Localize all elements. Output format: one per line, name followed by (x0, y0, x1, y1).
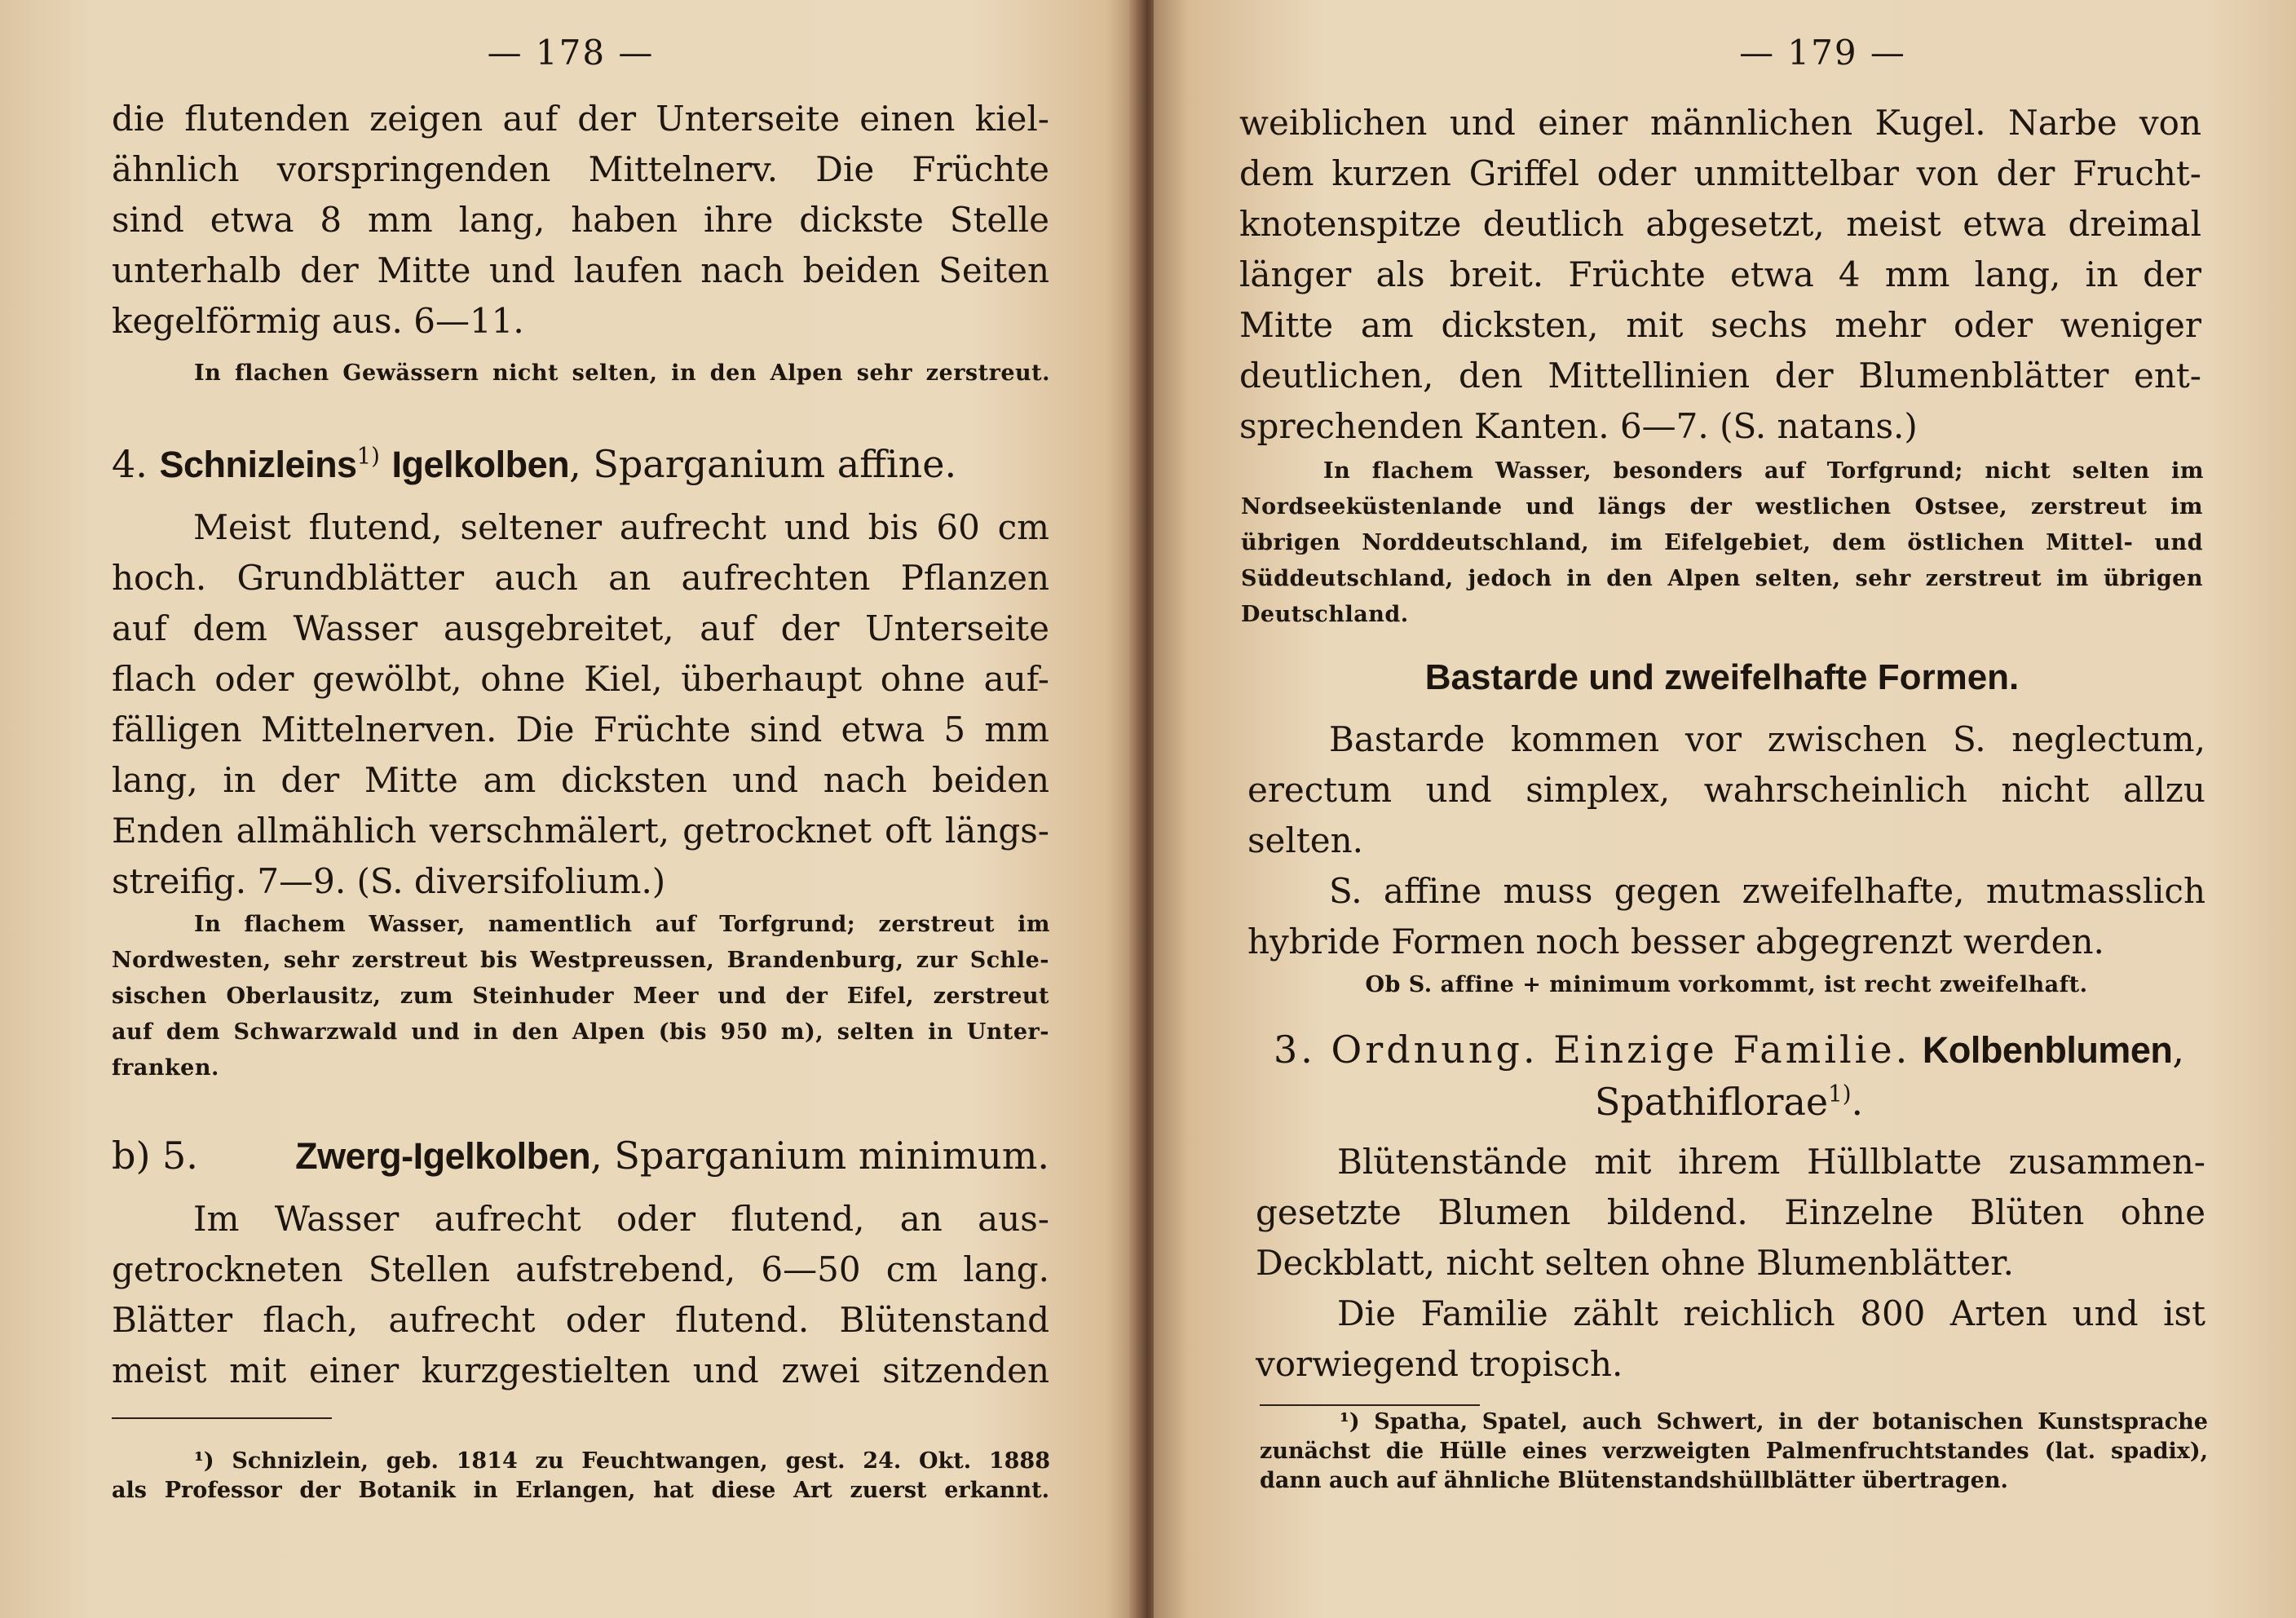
species-name-2: Igelkolben (391, 444, 570, 485)
footnote-line: ¹) Schnizlein, geb. 1814 zu Feuchtwangen, gest. 24. Okt. 1888 (194, 1448, 1050, 1474)
footnote-line: ¹) Spatha, Spatel, auch Schwert, in der botanischen Kunstsprache (1340, 1409, 2208, 1435)
text-line: Bastarde kommen vor zwischen S. neglectum, (1329, 719, 2205, 759)
footnote-ref: 1) (356, 442, 380, 470)
latin-name: , Sparganium minimum. (590, 1134, 1049, 1178)
text-line: lang, in der Mitte am dicksten und nach beiden (112, 760, 1049, 800)
page-number-right: — 179 — (1739, 33, 1906, 73)
order-heading (1250, 1024, 2208, 1076)
text-line: auf dem Wasser ausgebreitet, auf der Unterseite (112, 608, 1049, 648)
comma: , (2172, 1028, 2184, 1072)
text-line: erectum und simplex, wahrscheinlich nicht allzu (1247, 770, 2205, 810)
right-page (1154, 0, 2296, 1618)
species-heading-5 (112, 1130, 1049, 1182)
family-name: Kolbenblumen (1922, 1029, 2173, 1071)
text-line: fälligen Mittelnerven. Die Früchte sind etwa 5 mm (112, 710, 1049, 749)
section-heading-bastarde: Bastarde und zweifelhafte Formen. (1424, 657, 2020, 697)
text-line: sprechenden Kanten. 6—7. (S. natans.) (1239, 406, 1918, 446)
text-line: Enden allmählich verschmälert, getrocknet oft längs- (112, 811, 1049, 851)
habitat-line: Nordwesten, sehr zerstreut bis Westpreussen, Brandenburg, zur Schle- (112, 948, 1049, 973)
habitat-line: Deutschland. (1241, 602, 1409, 627)
text-line: länger als breit. Früchte etwa 4 mm lang, in der (1239, 254, 2201, 294)
text-line: kegelförmig aus. 6—11. (112, 301, 524, 341)
latin-name: , Sparganium affine. (569, 442, 957, 486)
footnote-line: dann auch auf ähnliche Blütenstandshüllblätter übertragen. (1260, 1468, 2008, 1493)
species-number: b) 5. (112, 1134, 198, 1178)
text-line: sind etwa 8 mm lang, haben ihre dickste Stelle (112, 200, 1049, 240)
footnote-ref: 1) (1828, 1080, 1852, 1107)
text-line: deutlichen, den Mittellinien der Blumenblätter ent- (1239, 356, 2201, 396)
habitat-line: In flachem Wasser, besonders auf Torfgrund; nicht selten im (1323, 458, 2204, 484)
habitat-line: Nordseeküstenlande und längs der westlichen Ostsee, zerstreut im (1241, 494, 2203, 519)
habitat-line: auf dem Schwarzwald und in den Alpen (bis 950 m), selten in Unter- (112, 1019, 1049, 1045)
text-line: Die Familie zählt reichlich 800 Arten und ist (1337, 1293, 2205, 1333)
text-line: Blütenstände mit ihrem Hüllblatte zusammen- (1337, 1142, 2205, 1182)
text-line: getrockneten Stellen aufstrebend, 6—50 cm lang. (112, 1249, 1049, 1289)
period: . (1851, 1080, 1864, 1124)
text-line: ähnlich vorspringenden Mittelnerv. Die Früchte (112, 149, 1049, 189)
footnote-rule (112, 1417, 332, 1419)
species-name: Schnizleins (159, 444, 357, 485)
footnote-line: als Professor der Botanik in Erlangen, hat diese Art zuerst erkannt. (112, 1478, 1049, 1503)
habitat-line: übrigen Norddeutschland, im Eifelgebiet, dem östlichen Mittel- und (1241, 530, 2203, 555)
text-line: selten. (1247, 820, 1363, 860)
text-line: S. affine muss gegen zweifelhafte, mutmasslich (1329, 871, 2205, 911)
text-line: Im Wasser aufrecht oder flutend, an aus- (193, 1199, 1049, 1239)
text-line: flach oder gewölbt, ohne Kiel, überhaupt ohne auf- (112, 659, 1049, 699)
footnote-rule (1260, 1404, 1480, 1406)
page-number-left: — 178 — (487, 33, 655, 73)
text-line: dem kurzen Griffel oder unmittelbar von der Frucht- (1239, 153, 2201, 193)
species-heading-4 (112, 439, 956, 490)
text-line: gesetzte Blumen bildend. Einzelne Blüten ohne (1256, 1192, 2205, 1232)
habitat-note: In flachen Gewässern nicht selten, in den Alpen sehr zerstreut. (194, 360, 1050, 386)
order-prefix: 3. Ordnung. Einzige Familie. (1274, 1028, 1911, 1072)
habitat-line: In flachem Wasser, namentlich auf Torfgrund; zerstreut im (194, 912, 1050, 937)
left-page (0, 0, 1141, 1618)
text-line: Blätter flach, aufrecht oder flutend. Blütenstand (112, 1300, 1049, 1340)
text-line: Mitte am dicksten, mit sechs mehr oder weniger (1239, 305, 2201, 345)
text-line: die flutenden zeigen auf der Unterseite einen kiel- (112, 99, 1049, 139)
text-line: knotenspitze deutlich abgesetzt, meist etwa dreimal (1239, 204, 2201, 244)
text-line: Meist flutend, seltener aufrecht und bis 60 cm (193, 507, 1049, 547)
text-line: hybride Formen noch besser abgegrenzt werden. (1247, 922, 2104, 962)
habitat-line: franken. (112, 1055, 219, 1081)
habitat-line: Süddeutschland, jedoch in den Alpen selten, sehr zerstreut im übrigen (1241, 566, 2203, 591)
text-line: unterhalb der Mitte und laufen nach beiden Seiten (112, 250, 1049, 290)
species-name: Zwerg-Igelkolben (295, 1135, 591, 1177)
text-line: hoch. Grundblätter auch an aufrechten Pflanzen (112, 558, 1049, 598)
text-line: meist mit einer kurzgestielten und zwei sitzenden (112, 1351, 1049, 1390)
hybrid-note: Ob S. affine + minimum vorkommt, ist recht zweifelhaft. (1365, 972, 2088, 997)
species-number: 4. (112, 442, 148, 486)
text-line: weiblichen und einer männlichen Kugel. Narbe von (1239, 103, 2201, 143)
latin-name: Spathiflorae (1594, 1080, 1829, 1124)
text-line: streifig. 7—9. (S. diversifolium.) (112, 861, 666, 901)
habitat-line: sischen Oberlausitz, zum Steinhuder Meer und der Eifel, zerstreut (112, 984, 1049, 1009)
footnote-line: zunächst die Hülle eines verzweigten Palmenfruchtstandes (lat. spadix), (1260, 1439, 2208, 1464)
text-line: vorwiegend tropisch. (1256, 1344, 1623, 1384)
order-latin-line (1250, 1076, 2208, 1127)
text-line: Deckblatt, nicht selten ohne Blumenblätter. (1256, 1243, 2015, 1283)
